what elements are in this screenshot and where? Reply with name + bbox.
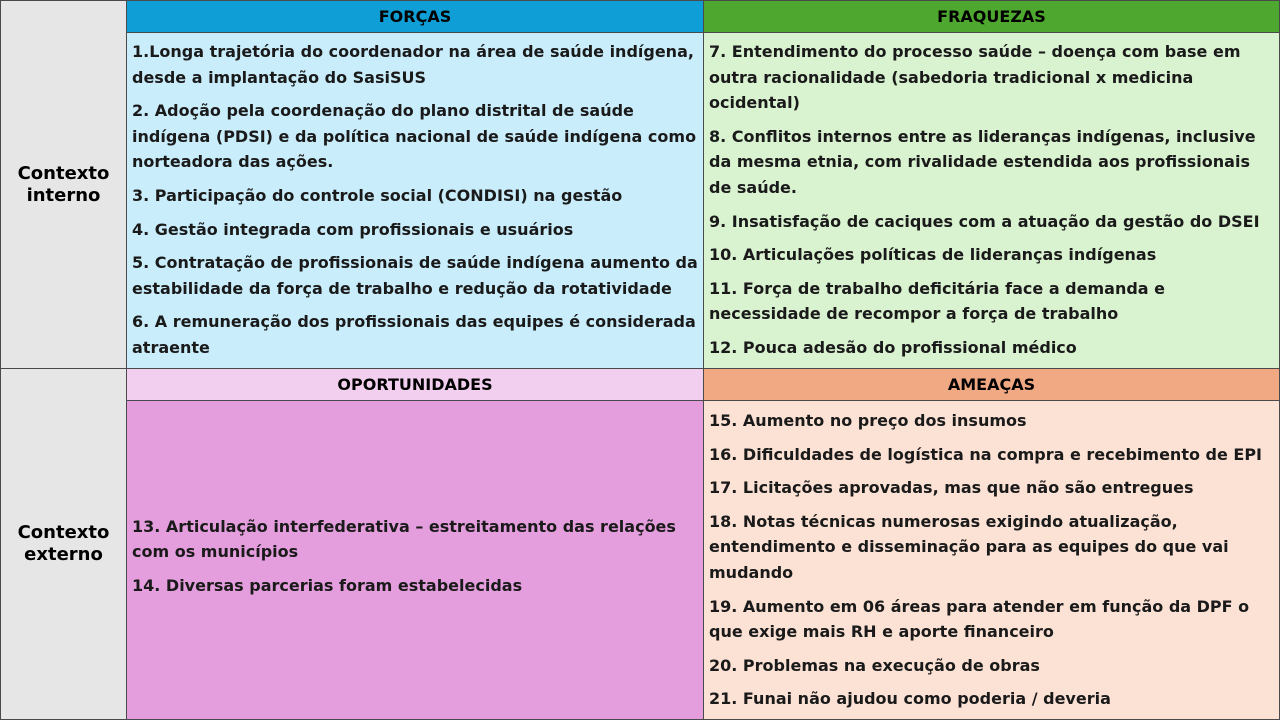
oportunidades-list: [126, 400, 704, 720]
list-item: 5. Contratação de profissionais de saúde indígena aumento da estabilidade da força de trabalho e redução da rotatividade: [132, 253, 698, 298]
list-item: 20. Problemas na execução de obras: [709, 655, 1040, 675]
list-item: 18. Notas técnicas numerosas exigindo atualização, entendimento e disseminação para as equipes do que vai mudando: [709, 511, 1229, 582]
list-item: 4. Gestão integrada com profissionais e usuários: [132, 219, 574, 239]
forcas-list: [126, 32, 704, 369]
list-item: 12. Pouca adesão do profissional médico: [709, 337, 1077, 357]
list-item: 10. Articulações políticas de lideranças indígenas: [709, 245, 1157, 265]
header-oportunidades: OPORTUNIDADES: [126, 368, 704, 401]
row-label-internal: [0, 0, 127, 369]
list-item: 19. Aumento em 06 áreas para atender em função da DPF o que exige mais RH e aporte financeiro: [709, 596, 1250, 642]
list-item: 14. Diversas parcerias foram estabelecidas: [132, 575, 523, 595]
list-item: 6. A remuneração dos profissionais das equipes é considerada atraente: [132, 312, 696, 357]
list-item: 15. Aumento no preço dos insumos: [709, 411, 1027, 430]
list-item: 21. Funai não ajudou como poderia / deveria: [709, 689, 1111, 709]
list-item: 8. Conflitos internos entre as lideranças indígenas, inclusive da mesma etnia, com rivalidade estendida aos profissionais de saúde.: [709, 126, 1256, 197]
row-label-internal-text: Contexto interno: [17, 162, 110, 206]
list-item: 16. Dificuldades de logística na compra e recebimento de EPI: [709, 444, 1263, 464]
row-label-external-text: Contexto externo: [17, 522, 110, 565]
list-item: 9. Insatisfação de caciques com a atuação da gestão do DSEI: [709, 211, 1260, 231]
list-item: 7. Entendimento do processo saúde – doença com base em outra racionalidade (sabedoria tradicional x medicina ocidental): [709, 42, 1241, 113]
list-item: 17. Licitações aprovadas, mas que não são entregues: [709, 478, 1194, 498]
list-item: 11. Força de trabalho deficitária face a demanda e necessidade de recompor a força de trabalho: [709, 278, 1166, 324]
list-item: 1.Longa trajetória do coordenador na área de saúde indígena, desde a implantação do SasiSUS: [132, 42, 694, 87]
row-label-external: [0, 368, 127, 720]
header-ameacas: AMEAÇAS: [703, 368, 1280, 401]
header-forcas: FORÇAS: [126, 0, 704, 33]
list-item: 13. Articulação interfederativa – estreitamento das relações com os municípios: [132, 516, 676, 562]
list-item: 2. Adoção pela coordenação do plano distrital de saúde indígena (PDSI) e da política nacional de saúde indígena como norteadora das ações.: [132, 101, 697, 172]
header-fraquezas: FRAQUEZAS: [703, 0, 1280, 33]
list-item: 3. Participação do controle social (CONDISI) na gestão: [132, 185, 623, 205]
ameacas-list: [703, 400, 1280, 720]
fraquezas-list: [703, 32, 1280, 369]
